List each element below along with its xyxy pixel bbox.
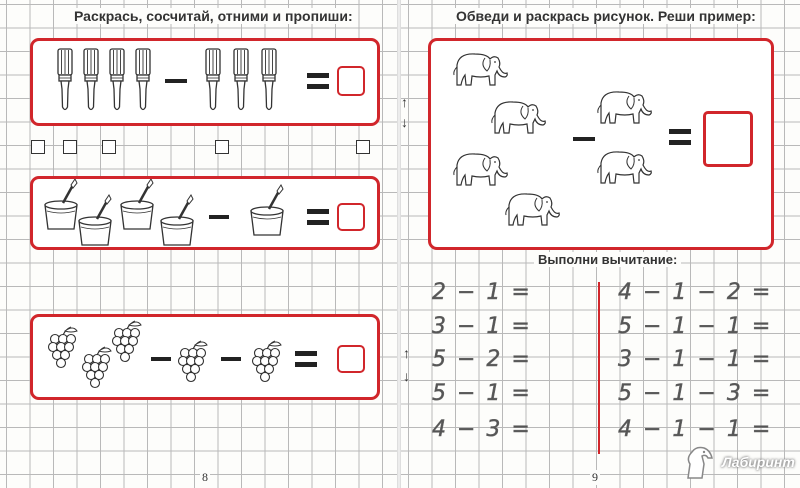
minus-sign	[573, 137, 595, 141]
expression: 5 − 1 =	[432, 381, 532, 406]
expression: 2 − 1 =	[432, 280, 532, 305]
elephant-icon	[454, 54, 507, 85]
write-square[interactable]	[356, 140, 370, 154]
expression: 3 − 1 =	[432, 314, 532, 339]
expression: 3 − 1 − 1 =	[618, 347, 773, 372]
brush-icon	[206, 49, 220, 110]
margin-line	[598, 282, 600, 454]
elephant-icon	[454, 154, 507, 185]
minus-sign	[151, 357, 171, 361]
write-square[interactable]	[63, 140, 77, 154]
grape-bunch-icon	[49, 327, 78, 368]
answer-box[interactable]	[337, 203, 365, 231]
equals-sign	[307, 73, 329, 89]
subtraction-heading: Выполни вычитание:	[534, 252, 681, 267]
labyrinth-horse-icon	[680, 444, 720, 480]
logo-text: Лабиринт	[722, 454, 795, 470]
page-number-right: 9	[592, 470, 598, 484]
up-arrow-icon: ↑	[401, 94, 408, 110]
down-arrow-icon: ↓	[401, 114, 408, 130]
grape-bunch-icon	[113, 321, 142, 362]
brush-icon	[84, 49, 98, 110]
minus-sign	[221, 357, 241, 361]
grape-bunch-icon	[83, 347, 112, 388]
write-square[interactable]	[31, 140, 45, 154]
bucket-task-frame	[30, 176, 380, 250]
equals-sign	[307, 209, 329, 225]
grape-bunch-icon	[253, 341, 282, 382]
answer-box[interactable]	[703, 111, 753, 167]
paint-bucket-icon	[79, 195, 111, 245]
paint-bucket-icon	[121, 179, 153, 229]
brush-icon	[136, 49, 150, 110]
equals-sign	[295, 351, 317, 367]
elephant-icon	[492, 102, 545, 133]
answer-box[interactable]	[337, 345, 365, 373]
expression: 4 − 1 − 2 =	[618, 280, 773, 305]
grape-task-art	[33, 317, 377, 397]
brush-icon	[234, 49, 248, 110]
elephant-task-frame	[428, 38, 774, 250]
expression: 5 − 2 =	[432, 347, 532, 372]
elephant-icon	[506, 194, 559, 225]
write-square[interactable]	[102, 140, 116, 154]
answer-box[interactable]	[337, 66, 365, 96]
brush-icon	[262, 49, 276, 110]
grape-bunch-icon	[179, 341, 208, 382]
elephant-icon	[598, 92, 651, 123]
expression: 5 − 1 − 3 =	[618, 381, 773, 406]
right-heading: Обведи и раскрась рисунок. Реши пример:	[452, 8, 760, 24]
brush-icon	[58, 49, 72, 110]
brush-task-frame	[30, 38, 380, 126]
equals-sign	[669, 129, 691, 145]
minus-sign	[165, 79, 187, 83]
page-number-left: 8	[202, 470, 208, 484]
labyrinth-logo	[680, 444, 795, 480]
paint-bucket-icon	[45, 179, 77, 229]
paint-bucket-icon	[251, 185, 283, 235]
minus-sign	[209, 215, 229, 219]
expression: 4 − 3 =	[432, 417, 532, 442]
expression: 5 − 1 − 1 =	[618, 314, 773, 339]
paint-bucket-icon	[161, 195, 193, 245]
up-arrow-icon: ↑	[403, 345, 410, 361]
down-arrow-icon: ↓	[403, 368, 410, 384]
write-square[interactable]	[215, 140, 229, 154]
book-spine	[397, 0, 401, 488]
left-heading: Раскрась, сосчитай, отними и пропиши:	[70, 8, 357, 24]
grape-task-frame	[30, 314, 380, 400]
brush-icon	[110, 49, 124, 110]
expression: 4 − 1 − 1 =	[618, 417, 773, 442]
elephant-icon	[598, 152, 651, 183]
